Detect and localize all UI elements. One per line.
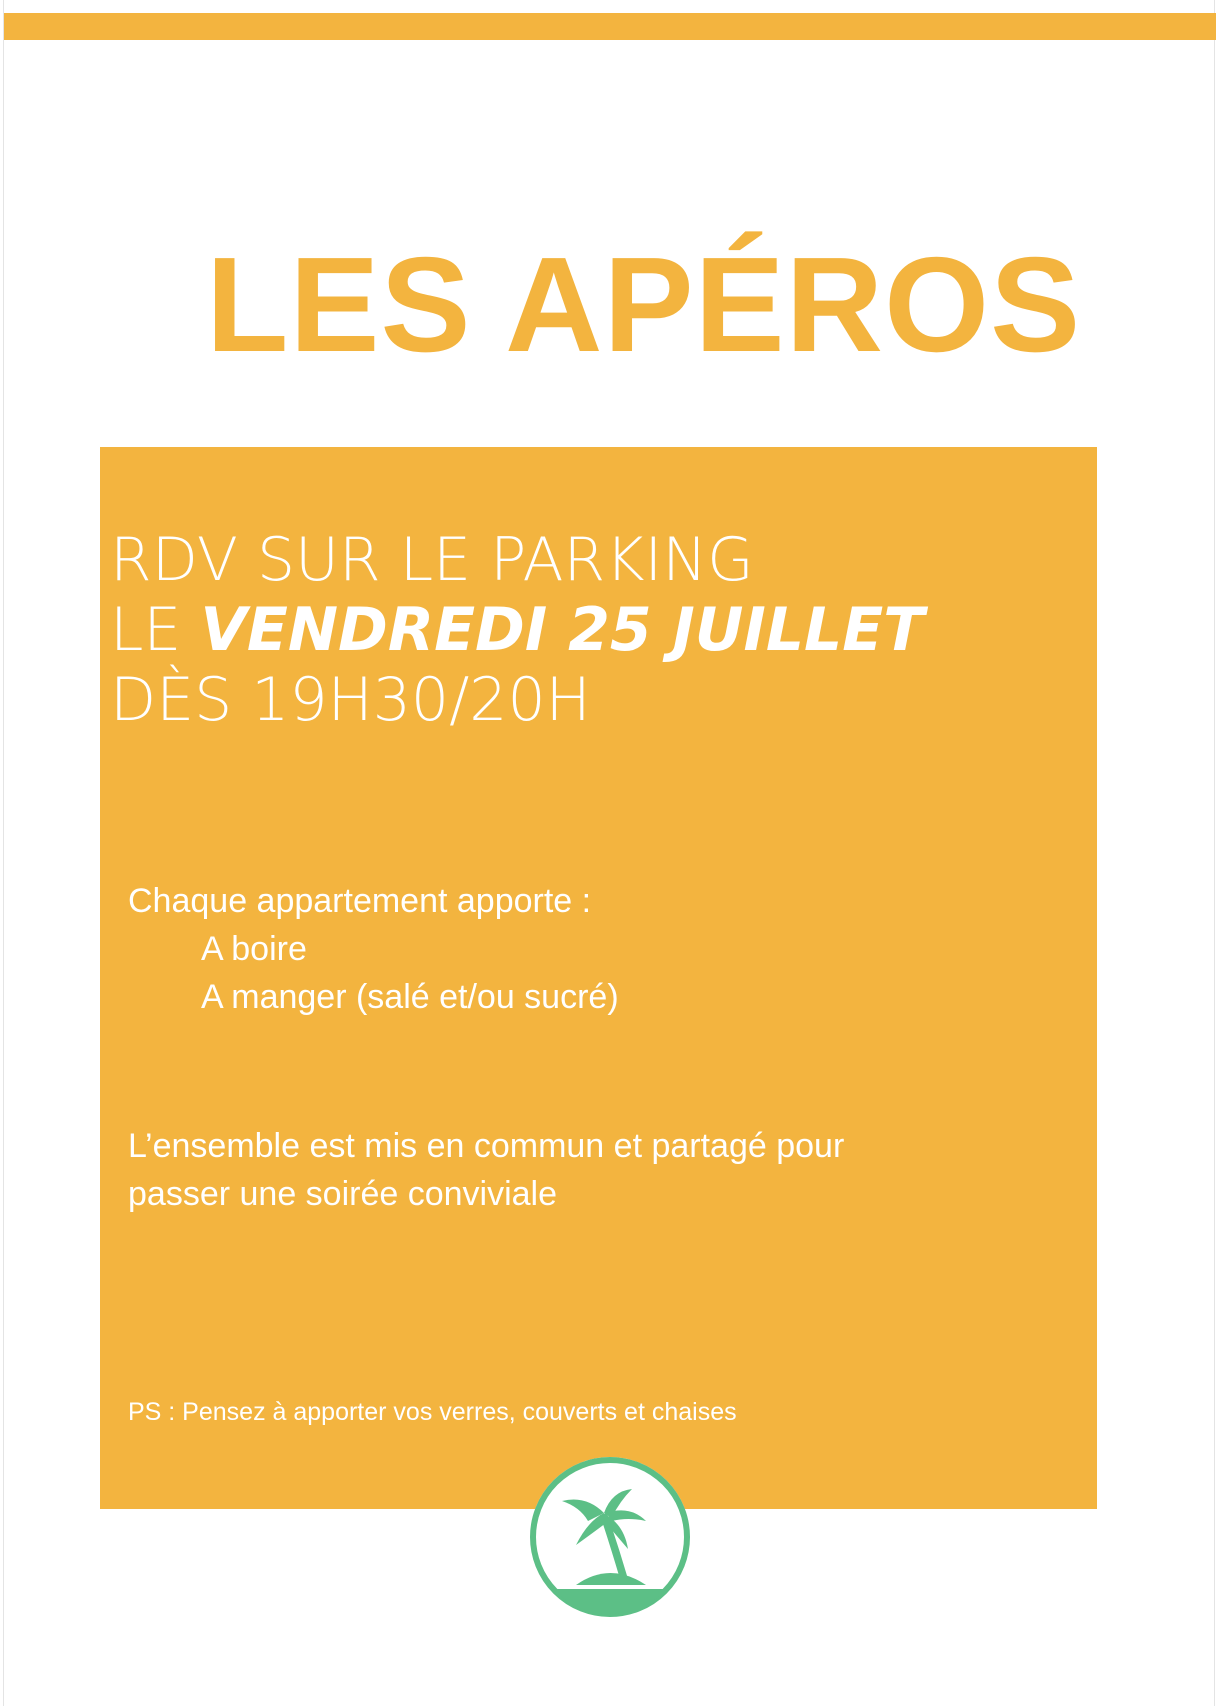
rdv-date-prefix: LE [110, 595, 201, 665]
rdv-location: RDV SUR LE PARKING [110, 525, 754, 595]
rdv-time: DÈS 19H30/20H [110, 665, 591, 735]
bring-list [128, 877, 619, 1021]
sharing-note-line: passer une soirée conviviale [128, 1175, 558, 1213]
palm-island-icon [528, 1455, 692, 1619]
rdv-date: VENDREDI 25 JUILLET [200, 595, 925, 665]
sharing-note [128, 1122, 844, 1218]
bring-item: A manger (salé et/ou sucré) [201, 978, 619, 1016]
rdv-date-line [110, 595, 924, 665]
bring-intro: Chaque appartement apporte : [128, 882, 592, 920]
postscript: PS : Pensez à apporter vos verres, couverts et chaises [128, 1398, 737, 1426]
info-panel [100, 447, 1097, 1509]
poster-title: LES APÉROS [206, 229, 1082, 380]
rendezvous-block [110, 525, 924, 735]
bring-item: A boire [201, 930, 307, 968]
sharing-note-line: L’ensemble est mis en commun et partagé pour [128, 1127, 845, 1165]
top-accent-bar [4, 13, 1216, 40]
